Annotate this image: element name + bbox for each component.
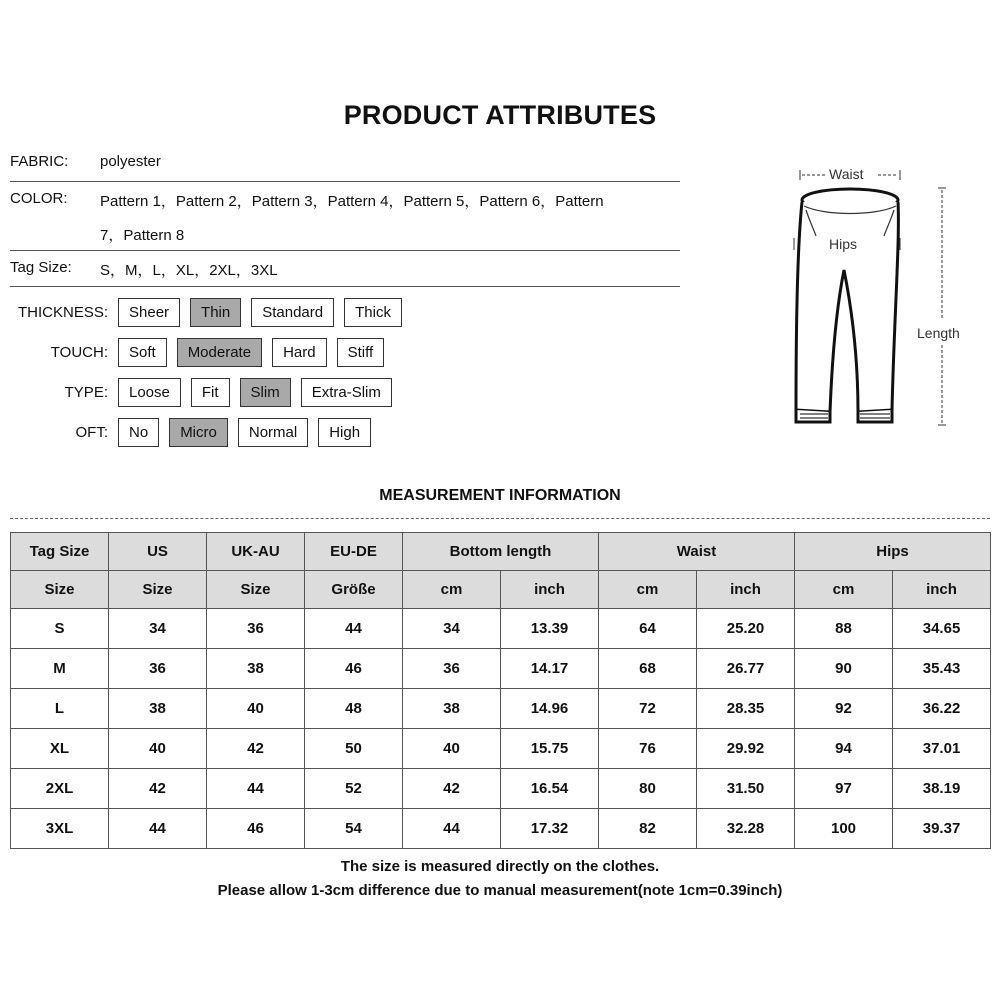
oft-row [8, 418, 381, 447]
table-cell: 82 [599, 809, 697, 849]
fabric-label: FABRIC: [10, 153, 69, 170]
oft-option-normal: Normal [238, 418, 308, 447]
table-cell: 13.39 [501, 609, 599, 649]
header-cell: US [109, 533, 207, 571]
table-cell: XL [11, 729, 109, 769]
table-cell: 36 [403, 649, 501, 689]
touch-row [8, 338, 394, 367]
table-cell: 48 [305, 689, 403, 729]
table-header-row [11, 533, 991, 571]
thickness-option-standard: Standard [251, 298, 334, 327]
subheader-cell: Size [109, 571, 207, 609]
table-cell: 68 [599, 649, 697, 689]
type-option-fit: Fit [191, 378, 230, 407]
table-cell: 40 [403, 729, 501, 769]
note-line-2: Please allow 1-3cm difference due to manual measurement(note 1cm=0.39inch) [217, 882, 783, 899]
header-cell: Hips [795, 533, 991, 571]
page-title: PRODUCT ATTRIBUTES [343, 100, 657, 130]
table-cell: 44 [305, 609, 403, 649]
table-cell: 88 [795, 609, 893, 649]
touch-option-hard: Hard [272, 338, 327, 367]
table-cell: 76 [599, 729, 697, 769]
table-cell: 38 [109, 689, 207, 729]
table-cell: 38.19 [893, 769, 991, 809]
table-cell: 17.32 [501, 809, 599, 849]
table-cell: 32.28 [697, 809, 795, 849]
touch-option-soft: Soft [118, 338, 167, 367]
table-cell: 50 [305, 729, 403, 769]
thickness-row [8, 298, 412, 327]
table-cell: 26.77 [697, 649, 795, 689]
table-cell: 28.35 [697, 689, 795, 729]
type-row [8, 378, 402, 407]
table-cell: 37.01 [893, 729, 991, 769]
table-cell: 80 [599, 769, 697, 809]
measurement-title: MEASUREMENT INFORMATION [379, 487, 621, 504]
table-cell: S [11, 609, 109, 649]
subheader-cell: cm [403, 571, 501, 609]
table-cell: 42 [207, 729, 305, 769]
thickness-option-sheer: Sheer [118, 298, 180, 327]
table-cell: 25.20 [697, 609, 795, 649]
thickness-option-thin: Thin [190, 298, 241, 327]
table-cell: 14.17 [501, 649, 599, 689]
table-cell: 36 [109, 649, 207, 689]
table-cell: 100 [795, 809, 893, 849]
subheader-cell: Size [207, 571, 305, 609]
subheader-cell: cm [599, 571, 697, 609]
table-row [11, 769, 991, 809]
table-cell: 31.50 [697, 769, 795, 809]
table-row [11, 689, 991, 729]
table-cell: L [11, 689, 109, 729]
oft-option-micro: Micro [169, 418, 228, 447]
tag-size-value: S，M，L，XL，2XL，3XL [100, 262, 278, 279]
table-cell: 34 [109, 609, 207, 649]
table-cell: 38 [207, 649, 305, 689]
table-subheader-row [11, 571, 991, 609]
table-cell: 40 [207, 689, 305, 729]
table-cell: 44 [403, 809, 501, 849]
subheader-cell: inch [893, 571, 991, 609]
table-cell: 34.65 [893, 609, 991, 649]
subheader-cell: inch [501, 571, 599, 609]
table-cell: 16.54 [501, 769, 599, 809]
table-cell: 40 [109, 729, 207, 769]
divider [10, 286, 680, 287]
color-label: COLOR: [10, 190, 68, 207]
waist-label: Waist [829, 166, 864, 182]
table-cell: 44 [207, 769, 305, 809]
table-cell: 90 [795, 649, 893, 689]
type-label: TYPE: [64, 384, 108, 401]
touch-label: TOUCH: [50, 344, 108, 361]
thickness-option-thick: Thick [344, 298, 402, 327]
table-cell: 36.22 [893, 689, 991, 729]
type-option-extra-slim: Extra-Slim [301, 378, 392, 407]
table-cell: 54 [305, 809, 403, 849]
table-cell: 94 [795, 729, 893, 769]
thickness-label: THICKNESS: [17, 304, 108, 321]
note-line-1: The size is measured directly on the clothes. [340, 858, 660, 875]
header-cell: EU-DE [305, 533, 403, 571]
table-cell: 34 [403, 609, 501, 649]
table-cell: 64 [599, 609, 697, 649]
table-cell: 52 [305, 769, 403, 809]
table-cell: 46 [305, 649, 403, 689]
hips-label: Hips [829, 236, 858, 252]
table-cell: 46 [207, 809, 305, 849]
table-cell: 39.37 [893, 809, 991, 849]
oft-option-high: High [318, 418, 371, 447]
divider [10, 250, 680, 251]
table-cell: 2XL [11, 769, 109, 809]
header-cell: UK-AU [207, 533, 305, 571]
color-value-line1: Pattern 1，Pattern 2，Pattern 3，Pattern 4，Pattern 5，Pattern 6，Pattern [100, 193, 604, 210]
table-cell: 36 [207, 609, 305, 649]
table-cell: 3XL [11, 809, 109, 849]
table-cell: 14.96 [501, 689, 599, 729]
table-cell: M [11, 649, 109, 689]
color-value-line2: 7，Pattern 8 [100, 227, 185, 244]
subheader-cell: cm [795, 571, 893, 609]
table-cell: 15.75 [501, 729, 599, 769]
table-cell: 72 [599, 689, 697, 729]
length-measure-line [938, 188, 946, 425]
touch-option-moderate: Moderate [177, 338, 262, 367]
dashed-divider [10, 518, 990, 519]
header-cell: Tag Size [11, 533, 109, 571]
oft-label: OFT: [75, 424, 108, 441]
pants-diagram [770, 160, 990, 440]
table-row [11, 729, 991, 769]
table-cell: 35.43 [893, 649, 991, 689]
table-row [11, 609, 991, 649]
fabric-value: polyester [100, 153, 161, 170]
tag-size-label: Tag Size: [10, 259, 72, 276]
table-cell: 42 [109, 769, 207, 809]
touch-option-stiff: Stiff [337, 338, 385, 367]
table-row [11, 649, 991, 689]
divider [10, 181, 680, 182]
oft-option-no: No [118, 418, 159, 447]
header-cell: Waist [599, 533, 795, 571]
table-cell: 97 [795, 769, 893, 809]
measurement-table [10, 532, 991, 849]
table-cell: 29.92 [697, 729, 795, 769]
subheader-cell: Size [11, 571, 109, 609]
type-option-loose: Loose [118, 378, 181, 407]
table-cell: 92 [795, 689, 893, 729]
type-option-slim: Slim [240, 378, 291, 407]
header-cell: Bottom length [403, 533, 599, 571]
table-cell: 42 [403, 769, 501, 809]
table-row [11, 809, 991, 849]
subheader-cell: inch [697, 571, 795, 609]
length-label: Length [917, 325, 960, 341]
table-cell: 44 [109, 809, 207, 849]
table-cell: 38 [403, 689, 501, 729]
subheader-cell: Größe [305, 571, 403, 609]
